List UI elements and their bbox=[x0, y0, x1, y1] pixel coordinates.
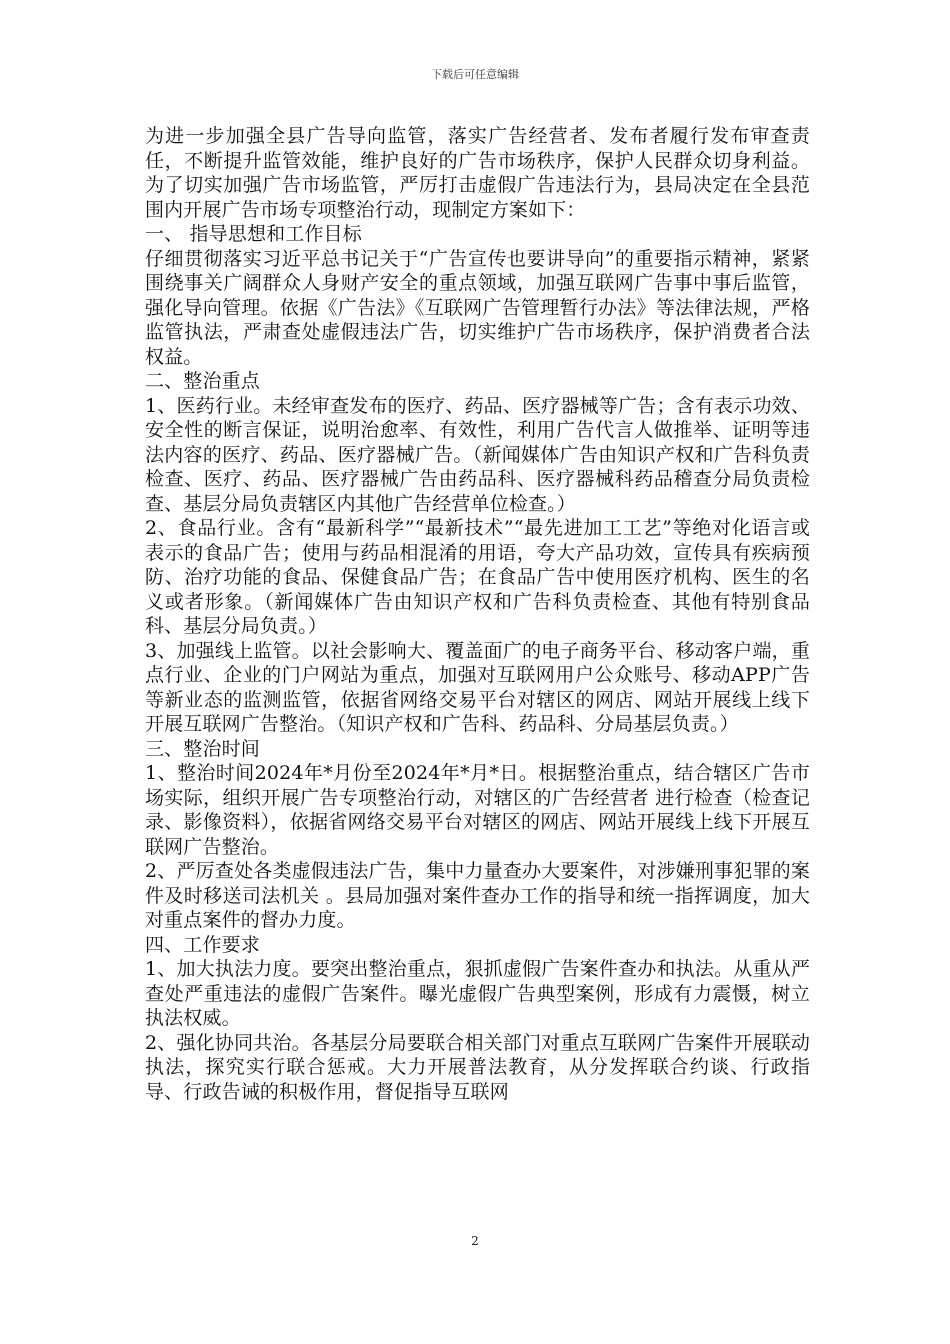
paragraph-time-2: 2、严厉查处各类虚假违法广告，集中力量查办大要案件，对涉嫌刑事犯罪的案件及时移送司法机关 。县局加强对案件查办工作的指导和统一指挥调度，加大对重点案件的督办力度。 bbox=[145, 860, 810, 931]
document-body bbox=[145, 124, 810, 1104]
paragraph-medical-industry: 1、医药行业。未经审查发布的医疗、药品、医疗器械等广告；含有表示功效、安全性的断言保证，说明治愈率、有效性，利用广告代言人做推举、证明等违法内容的医疗、药品、医疗器械广告。（新闻媒体广告由知识产权和广告科负责检查、医疗、药品、医疗器械广告由药品科、医疗器械科药品稽查分局负责检查、基层分局负责辖区内其他广告经营单位检查。） bbox=[145, 394, 810, 515]
section-heading-2: 二、整治重点 bbox=[145, 370, 260, 392]
intro-paragraph: 为进一步加强全县广告导向监管，落实广告经营者、发布者履行发布审查责任，不断提升监管效能，维护良好的广告市场秩序，保护人民群众切身利益。为了切实加强广告市场监管，严厉打击虚假广告违法行为，县局决定在全县范围内开展广告市场专项整治行动，现制定方案如下： bbox=[145, 125, 810, 221]
section-heading-1: 一、 指导思想和工作目标 bbox=[145, 223, 362, 245]
section-heading-3: 三、整治时间 bbox=[145, 737, 260, 760]
paragraph-requirement-1: 1、加大执法力度。要突出整治重点，狠抓虚假广告案件查办和执法。从重从严查处严重违法的虚假广告案件。曝光虚假广告典型案例，形成有力震慑，树立执法权威。 bbox=[145, 958, 810, 1029]
page-number: 2 bbox=[471, 1234, 479, 1248]
section-heading-4: 四、工作要求 bbox=[145, 933, 260, 956]
page-header: 下载后可任意编辑 bbox=[431, 68, 519, 81]
paragraph-food-industry: 2、食品行业。含有“最新科学”“最新技术”“最先进加工工艺”等绝对化语言或表示的食品广告；使用与药品相混淆的用语，夸大产品功效，宣传具有疾病预防、治疗功能的食品、保健食品广告；在食品广告中使用医疗机构、医生的名义或者形象。（新闻媒体广告由知识产权和广告科负责检查、其他有特别食品科、基层分局负责。） bbox=[145, 517, 810, 637]
paragraph-time-1: 1、整治时间2024年*月份至2024年*月*日。根据整治重点，结合辖区广告市场实际，组织开展广告专项整治行动，对辖区的广告经营者 进行检查（检查记录、影像资料），依据省网络交易平台对辖区的网店、网站开展线上线下开展互联网广告整治。 bbox=[145, 762, 810, 858]
paragraph-requirement-2: 2、强化协同共治。各基层分局要联合相关部门对重点互联网广告案件开展联动执法，探究实行联合惩戒。大力开展普法教育，从分发挥联合约谈、行政指导、行政告诫的积极作用，督促指导互联网 bbox=[145, 1031, 810, 1103]
paragraph-online-supervision: 3、加强线上监管。以社会影响大、覆盖面广的电子商务平台、移动客户端，重点行业、企业的门户网站为重点，加强对互联网用户公众账号、移动APP广告等新业态的监测监管，依据省网络交易平台对辖区的网店、网站开展线上线下开展互联网广告整治。（知识产权和广告科、药品科、分局基层负责。） bbox=[145, 639, 810, 735]
paragraph-guiding-thought: 仔细贯彻落实习近平总书记关于“广告宣传也要讲导向”的重要指示精神，紧紧围绕事关广阔群众人身财产安全的重点领域，加强互联网广告事中事后监管，强化导向管理。依据《广告法》《互联网广告管理暂行办法》等法律法规，严格监管执法，严肃查处虚假违法广告，切实维护广告市场秩序，保护消费者合法权益。 bbox=[145, 247, 810, 368]
